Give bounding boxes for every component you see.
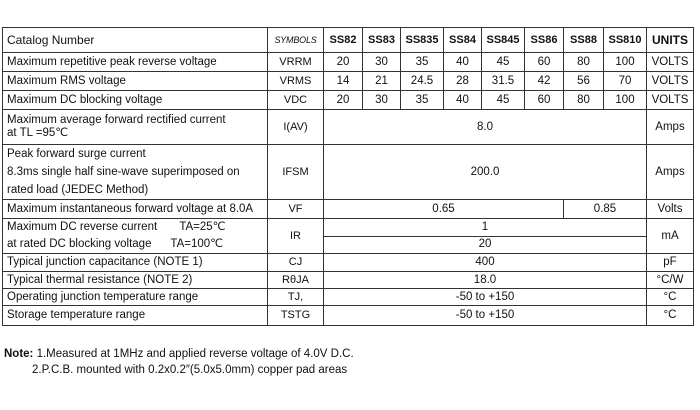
value-cell: 60 xyxy=(525,91,564,110)
value-cell: 30 xyxy=(363,91,401,110)
value-cell: 14 xyxy=(324,72,363,91)
part-header-ss88: SS88 xyxy=(564,28,604,53)
unit-cell: Volts xyxy=(647,200,694,219)
note-1 xyxy=(4,346,354,362)
param-label: Maximum RMS voltage xyxy=(3,72,268,91)
value-cell: -50 to +150 xyxy=(324,306,647,326)
param-line: at TL =95℃ xyxy=(7,127,69,139)
table-row xyxy=(3,91,694,110)
value-cell: 24.5 xyxy=(401,72,444,91)
value-cell: 20 xyxy=(324,236,647,254)
param-label xyxy=(3,219,268,254)
table-row xyxy=(3,254,694,272)
part-header-ss845: SS845 xyxy=(482,28,525,53)
param-label: Storage temperature range xyxy=(3,306,268,326)
symbol-cell: VRMS xyxy=(268,72,324,91)
value-cell: 60 xyxy=(525,53,564,72)
value-cell: 80 xyxy=(564,53,604,72)
symbol-cell: CJ xyxy=(268,254,324,272)
note-2-text: 2.P.C.B. mounted with 0.2x0.2″(5.0x5.0mm) copper pad areas xyxy=(32,364,348,376)
electrical-characteristics-table xyxy=(2,27,694,326)
table-row xyxy=(3,145,694,200)
part-header-ss835: SS835 xyxy=(401,28,444,53)
table-row xyxy=(3,219,694,237)
param-line: 8.3ms single half sine-wave superimposed on xyxy=(7,166,240,178)
unit-cell: Amps xyxy=(647,145,694,200)
unit-cell: VOLTS xyxy=(647,91,694,110)
table-row xyxy=(3,289,694,306)
value-cell: -50 to +150 xyxy=(324,289,647,306)
param-label: Typical thermal resistance (NOTE 2) xyxy=(3,272,268,289)
value-cell: 20 xyxy=(324,53,363,72)
unit-cell: Amps xyxy=(647,110,694,145)
table-row xyxy=(3,110,694,145)
param-label: Typical junction capacitance (NOTE 1) xyxy=(3,254,268,272)
value-cell: 40 xyxy=(444,91,482,110)
value-cell: 20 xyxy=(324,91,363,110)
part-header-ss84: SS84 xyxy=(444,28,482,53)
param-label: Maximum instantaneous forward voltage at 8.0A xyxy=(3,200,268,219)
value-cell: 0.85 xyxy=(564,200,647,219)
unit-cell: pF xyxy=(647,254,694,272)
value-cell: 100 xyxy=(604,53,647,72)
unit-cell: °C xyxy=(647,289,694,306)
unit-cell: °C xyxy=(647,306,694,326)
unit-cell: °C/W xyxy=(647,272,694,289)
part-header-ss810: SS810 xyxy=(604,28,647,53)
symbol-cell: RθJA xyxy=(268,272,324,289)
symbol-cell: VF xyxy=(268,200,324,219)
symbol-cell: IR xyxy=(268,219,324,254)
param-label xyxy=(3,110,268,145)
symbol-cell: TSTG xyxy=(268,306,324,326)
symbols-header: SYMBOLS xyxy=(268,28,324,53)
part-header-ss82: SS82 xyxy=(324,28,363,53)
unit-cell: VOLTS xyxy=(647,53,694,72)
symbol-cell: TJ, xyxy=(268,289,324,306)
value-cell: 8.0 xyxy=(324,110,647,145)
param-label xyxy=(3,145,268,200)
value-cell: 45 xyxy=(482,91,525,110)
symbol-cell: IFSM xyxy=(268,145,324,200)
param-label: Operating junction temperature range xyxy=(3,289,268,306)
value-cell: 31.5 xyxy=(482,72,525,91)
value-cell: 28 xyxy=(444,72,482,91)
value-cell: 200.0 xyxy=(324,145,647,200)
value-cell: 18.0 xyxy=(324,272,647,289)
unit-cell: mA xyxy=(647,219,694,254)
part-header-ss86: SS86 xyxy=(525,28,564,53)
header-row xyxy=(3,28,694,53)
symbol-cell: I(AV) xyxy=(268,110,324,145)
param-label: Maximum repetitive peak reverse voltage xyxy=(3,53,268,72)
value-cell: 45 xyxy=(482,53,525,72)
param-line: Peak forward surge current xyxy=(7,148,146,160)
units-header: UNITS xyxy=(647,28,694,53)
param-line: Maximum DC reverse current TA=25℃ xyxy=(7,221,226,233)
catalog-number-header: Catalog Number xyxy=(3,28,268,53)
param-line: at rated DC blocking voltage TA=100℃ xyxy=(7,238,224,250)
value-cell: 80 xyxy=(564,91,604,110)
value-cell: 30 xyxy=(363,53,401,72)
value-cell: 35 xyxy=(401,53,444,72)
table-row xyxy=(3,72,694,91)
value-cell: 1 xyxy=(324,219,647,237)
value-cell: 42 xyxy=(525,72,564,91)
note-1-text: 1.Measured at 1MHz and applied reverse voltage of 4.0V D.C. xyxy=(36,348,354,360)
value-cell: 40 xyxy=(444,53,482,72)
table-row xyxy=(3,53,694,72)
notes-label: Note: xyxy=(4,348,34,360)
value-cell: 70 xyxy=(604,72,647,91)
value-cell: 56 xyxy=(564,72,604,91)
table-row xyxy=(3,272,694,289)
table-row xyxy=(3,200,694,219)
part-header-ss83: SS83 xyxy=(363,28,401,53)
value-cell: 0.65 xyxy=(324,200,564,219)
param-line: rated load (JEDEC Method) xyxy=(7,184,149,196)
value-cell: 35 xyxy=(401,91,444,110)
table-row xyxy=(3,306,694,326)
param-line: Maximum average forward rectified current xyxy=(7,114,226,126)
param-label: Maximum DC blocking voltage xyxy=(3,91,268,110)
unit-cell: VOLTS xyxy=(647,72,694,91)
value-cell: 400 xyxy=(324,254,647,272)
notes-section xyxy=(4,346,354,378)
value-cell: 21 xyxy=(363,72,401,91)
symbol-cell: VDC xyxy=(268,91,324,110)
value-cell: 100 xyxy=(604,91,647,110)
symbol-cell: VRRM xyxy=(268,53,324,72)
